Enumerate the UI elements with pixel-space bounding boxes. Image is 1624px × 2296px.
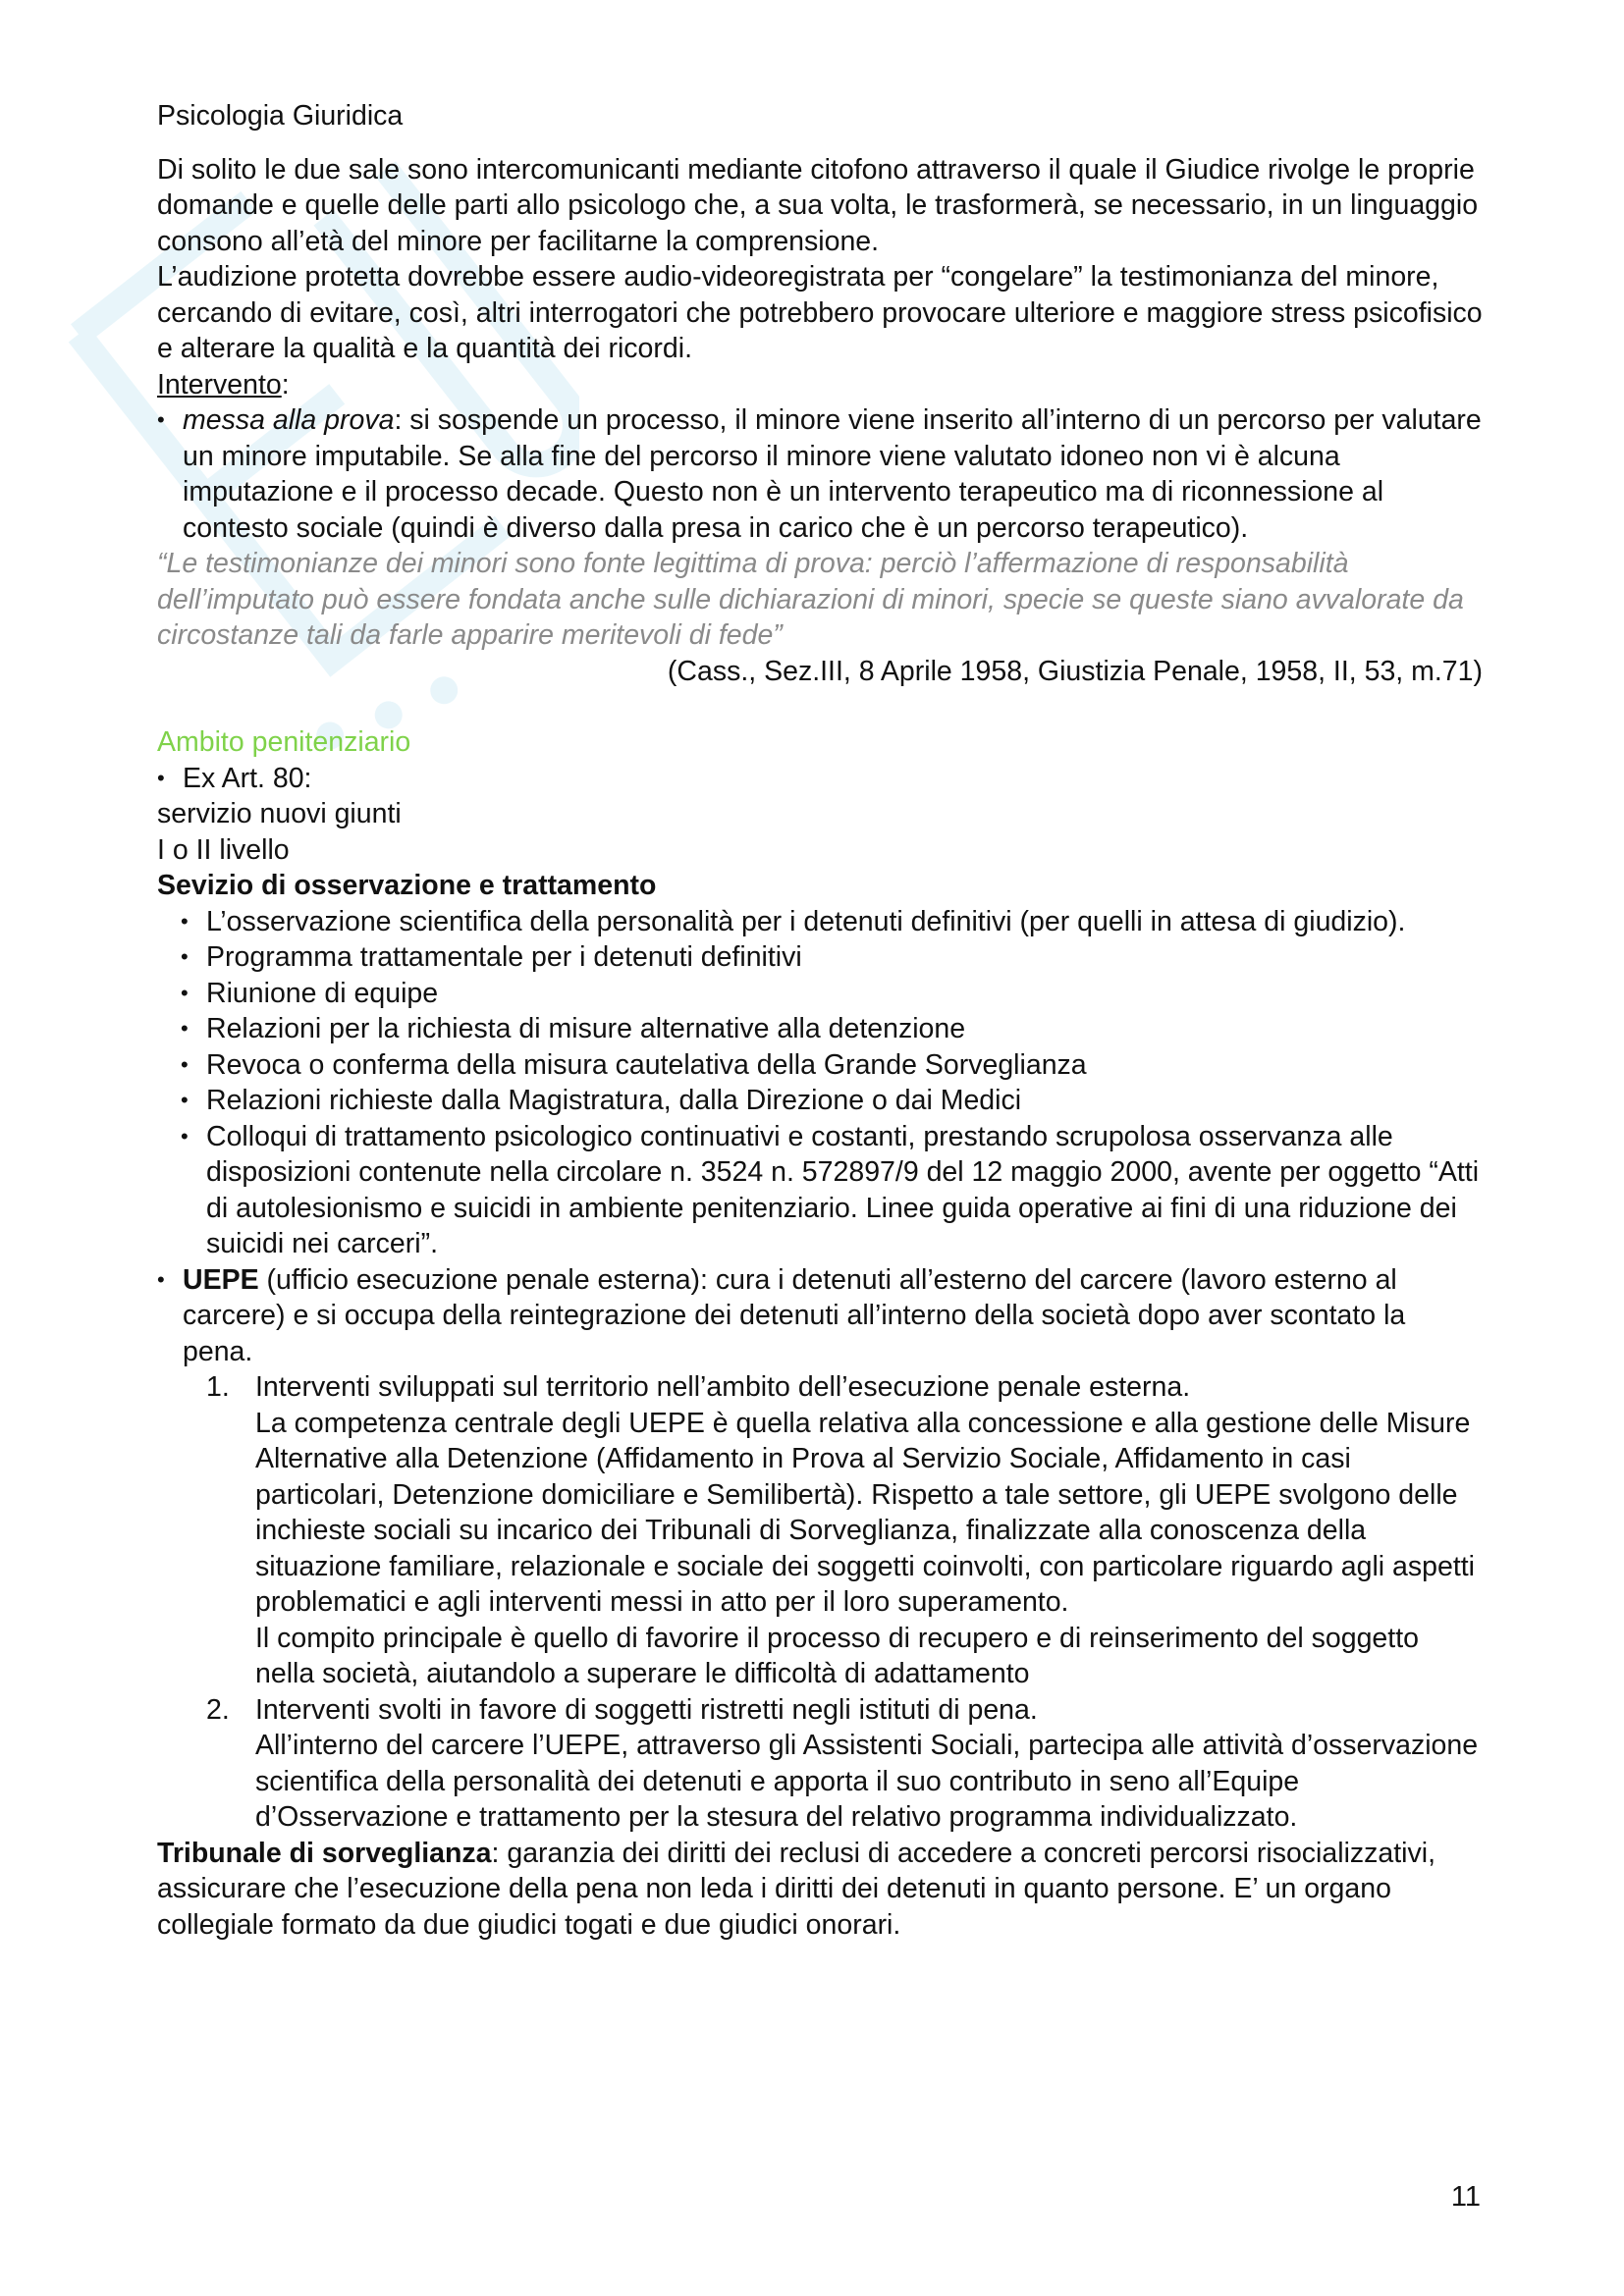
servizio-list bbox=[157, 904, 1483, 1262]
list-item: • Revoca o conferma della misura cautelativa della Grande Sorveglianza bbox=[157, 1047, 1483, 1084]
list-item: • Colloqui di trattamento psicologico continuativi e costanti, prestando scrupolosa osservanza alle disposizioni contenute nella circolare n. 3524 n. 572897/9 del 12 maggio 2000, avente per oggetto “Atti di autolesionismo e suicidi in ambiente penitenziario. Linee guida operative ai fini di una riduzione dei suicidi nei carceri”. bbox=[157, 1119, 1483, 1262]
tribunale-term: Tribunale di sorveglianza bbox=[157, 1837, 492, 1869]
tribunale-text: : garanzia dei diritti dei reclusi di accedere a concreti percorsi risocializzativi, assicurare che l’esecuzione della pena non leda i diritti dei detenuti in quanto persone. E’ un organo collegiale formato da due giudici togati e due giudici onorari. bbox=[157, 1837, 1436, 1941]
item-title: Interventi sviluppati sul territorio nell’ambito dell’esecuzione penale esterna. bbox=[255, 1371, 1191, 1403]
intro-paragraph-1: Di solito le due sale sono intercomunicanti mediante citofono attraverso il quale il Giudice rivolge le proprie domande e quelle delle parti allo psicologo che, a sua volta, le trasformerà, se necessario, in un linguaggio consono all’età del minore per facilitarne la comprensione. bbox=[157, 153, 1479, 257]
intervento-label: Intervento bbox=[157, 368, 282, 400]
list-item: • Relazioni per la richiesta di misure alternative alla detenzione bbox=[157, 1011, 1483, 1047]
item-paragraph: La competenza centrale degli UEPE è quella relativa alla concessione e alla gestione delle Misure Alternative alla Detenzione (Affidamento in Prova al Servizio Sociale, Affidamento in casi particolari, Detenzione domiciliare e Semilibertà). Rispetto a tale settore, gli UEPE svolgono delle inchieste sociali su incarico dei Tribunali di Sorveglianza, finalizzate alla conoscenza della situazione familiare, relazionale e sociale dei soggetti coinvolti, con particolare riguardo agli aspetti problematici e agli interventi messi in atto per il loro superamento. bbox=[255, 1407, 1476, 1618]
messa-alla-prova-text: : si sospende un processo, il minore viene inserito all’interno di un percorso per valutare un minore imputabile. Se alla fine del percorso il minore viene valutato idoneo non vi è alcuna imputazione e il processo decade. Questo non è un intervento terapeutico ma di riconnessione al contesto sociale (quindi è diverso dalla presa in carico che è un percorso terapeutico). bbox=[183, 404, 1482, 544]
list-item bbox=[206, 1369, 1483, 1692]
list-item: • Ex Art. 80: bbox=[157, 761, 1483, 797]
uepe-numbered-list bbox=[157, 1369, 1483, 1836]
servizio-heading: Sevizio di osservazione e trattamento bbox=[157, 870, 657, 901]
list-number: 1. bbox=[206, 1371, 230, 1403]
document-page bbox=[157, 98, 1483, 1943]
intervento-heading bbox=[157, 367, 1483, 403]
art-list bbox=[157, 761, 1483, 797]
list-item: • Riunione di equipe bbox=[157, 976, 1483, 1012]
livello-line: I o II livello bbox=[157, 833, 290, 866]
list-number: 2. bbox=[206, 1693, 230, 1726]
tribunale-paragraph bbox=[157, 1836, 1483, 1944]
list-item: • L’osservazione scientifica della personalità per i detenuti definitivi (per quelli in attesa di giudizio). bbox=[157, 904, 1483, 940]
list-item bbox=[157, 402, 1483, 546]
item-paragraph: Il compito principale è quello di favorire il processo di recupero e di reinserimento del soggetto nella società, aiutandolo a superare le difficoltà di adattamento bbox=[255, 1622, 1419, 1689]
quote-citation: (Cass., Sez.III, 8 Aprile 1958, Giustizia Penale, 1958, II, 53, m.71) bbox=[667, 655, 1483, 687]
page-header: Psicologia Giuridica bbox=[157, 100, 404, 132]
intro-paragraph-2: L’audizione protetta dovrebbe essere audio-videoregistrata per “congelare” la testimonianza del minore, cercando di evitare, così, altri interrogatori che potrebbero provocare ulteriore e maggiore stress psicofisico e alterare la qualità e la quantità dei ricordi. bbox=[157, 261, 1483, 364]
list-item bbox=[206, 1692, 1483, 1836]
intervento-list bbox=[157, 402, 1483, 546]
uepe-text: (ufficio esecuzione penale esterna): cura i detenuti all’esterno del carcere (lavoro esterno al carcere) e si occupa della reintegrazione dei detenuti all’interno della società dopo aver scontato la pena. bbox=[183, 1263, 1406, 1367]
item-title: Interventi svolti in favore di soggetti ristretti negli istituti di pena. bbox=[255, 1693, 1038, 1726]
item-paragraph: All’interno del carcere l’UEPE, attraverso gli Assistenti Sociali, partecipa alle attività d’osservazione scientifica della personalità dei detenuti e apporta il suo contributo in seno all’Equipe d’Osservazione e trattamento per la stesura del relativo programma individualizzato. bbox=[255, 1730, 1479, 1833]
list-item bbox=[157, 1262, 1483, 1370]
page-number: 11 bbox=[1450, 2181, 1481, 2213]
list-item: • Relazioni richieste dalla Magistratura, dalla Direzione o dai Medici bbox=[157, 1083, 1483, 1119]
list-item: • Programma trattamentale per i detenuti definitivi bbox=[157, 939, 1483, 976]
court-quote: “Le testimonianze dei minori sono fonte legittima di prova: perciò l’affermazione di responsabilità dell’imputato può essere fondata anche sulle dichiarazioni di minori, specie se queste siano avvalorate da circostanze tali da farle apparire meritevoli di fede” bbox=[157, 548, 1464, 651]
messa-alla-prova-term: messa alla prova bbox=[183, 404, 395, 436]
servizio-nuovi-giunti: servizio nuovi giunti bbox=[157, 798, 402, 829]
intervento-colon: : bbox=[281, 368, 290, 400]
section-title-ambito: Ambito penitenziario bbox=[157, 726, 411, 758]
uepe-list bbox=[157, 1262, 1483, 1370]
uepe-term: UEPE bbox=[183, 1263, 259, 1296]
